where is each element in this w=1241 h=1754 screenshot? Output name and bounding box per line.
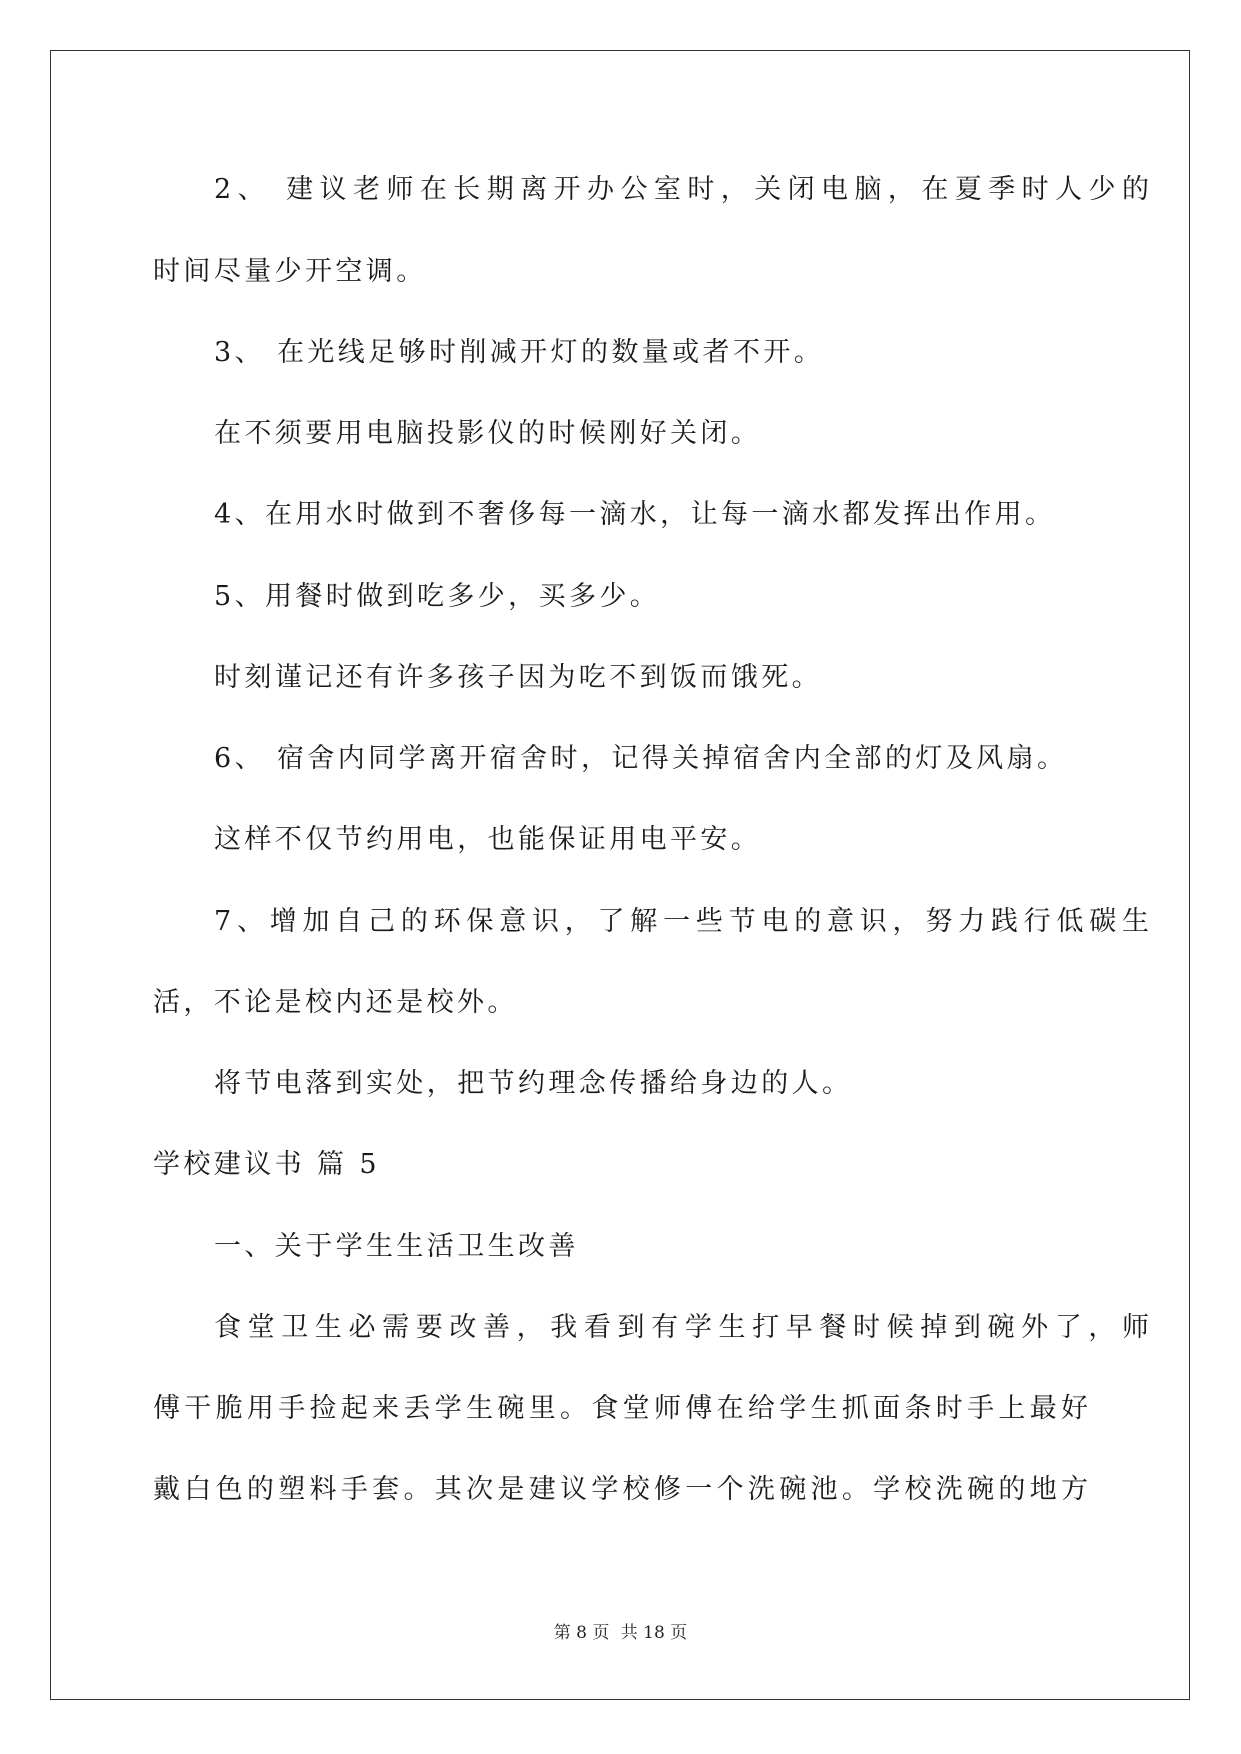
paragraph-line: 4、在用水时做到不奢侈每一滴水，让每一滴水都发挥出作用。 [214,499,1056,530]
paragraph-line: 5、用餐时做到吃多少，买多少。 [214,581,661,612]
page-number: 第 8 页 [553,1623,610,1643]
paragraph-line: 2、 建议老师在长期离开办公室时，关闭电脑，在夏季时人少的 [214,174,1149,205]
subsection-heading: 一、关于学生生活卫生改善 [214,1231,579,1262]
paragraph-line: 3、 在光线足够时削减开灯的数量或者不开。 [214,337,825,368]
section-heading: 学校建议书 篇 5 [153,1149,380,1180]
paragraph-line: 在不须要用电脑投影仪的时候刚好关闭。 [214,418,762,449]
paragraph-line: 7、增加自己的环保意识，了解一些节电的意识，努力践行低碳生 [214,906,1149,937]
paragraph-line: 傅干脆用手捡起来丢学生碗里。食堂师傅在给学生抓面条时手上最好 [153,1393,1088,1424]
page-footer [0,1622,1241,1644]
page-total: 共 18 页 [620,1623,688,1643]
paragraph-line: 时间尽量少开空调。 [153,256,427,287]
paragraph-line: 这样不仅节约用电，也能保证用电平安。 [214,824,762,855]
page-frame [50,50,1190,1700]
paragraph-line: 活，不论是校内还是校外。 [153,987,518,1018]
paragraph-line: 将节电落到实处，把节约理念传播给身边的人。 [214,1068,853,1099]
paragraph-line: 6、 宿舍内同学离开宿舍时，记得关掉宿舍内全部的灯及风扇。 [214,743,1068,774]
paragraph-line: 食堂卫生必需要改善，我看到有学生打早餐时候掉到碗外了，师 [214,1312,1149,1343]
paragraph-line: 时刻谨记还有许多孩子因为吃不到饭而饿死。 [214,662,822,693]
paragraph-line: 戴白色的塑料手套。其次是建议学校修一个洗碗池。学校洗碗的地方 [153,1474,1088,1505]
